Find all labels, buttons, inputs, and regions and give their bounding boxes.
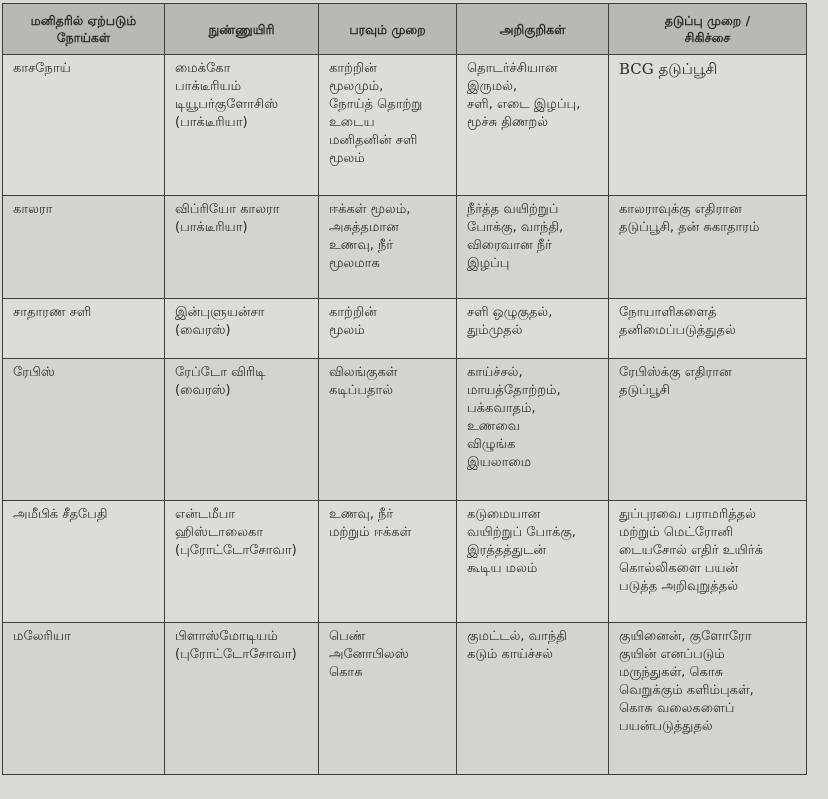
cell-organism: ரேப்டோ விரிடி (வைரஸ்) — [165, 359, 319, 501]
cell-prevention: காலராவுக்கு எதிரான தடுப்பூசி, தன் சுகாதாரம் — [609, 196, 807, 299]
header-transmission: பரவும் முறை — [319, 4, 457, 55]
header-symptoms: அறிகுறிகள் — [457, 4, 609, 55]
cell-symptoms: குமட்டல், வாந்தி கடும் காய்ச்சல் — [457, 623, 609, 775]
cell-symptoms: காய்ச்சல், மாயத்தோற்றம், பக்கவாதம், உணவை விழுங்க இயலாமை — [457, 359, 609, 501]
header-prevention: தடுப்பு முறை / சிகிச்சை — [609, 4, 807, 55]
cell-organism: என்டமீபா ஹிஸ்டாலைகா (புரோட்டோசோவா) — [165, 501, 319, 623]
cell-transmission: உணவு, நீர் மற்றும் ஈக்கள் — [319, 501, 457, 623]
cell-transmission: ஈக்கள் மூலம், அசுத்தமான உணவு, நீர் மூலமாக — [319, 196, 457, 299]
table-row — [3, 299, 807, 359]
cell-symptoms: சளி ஒழுகுதல், தும்முதல் — [457, 299, 609, 359]
cell-organism: விப்ரியோ காலரா (பாக்டீரியா) — [165, 196, 319, 299]
header-row — [3, 4, 807, 55]
cell-transmission: காற்றின் மூலமும், நோய்த் தொற்று உடைய மனிதனின் சளி மூலம் — [319, 55, 457, 196]
cell-prevention: துப்புரவை பராமரித்தல் மற்றும் மெட்ரோனி டையசோல் எதிர் உயிர்க் கொல்லிகளை பயன் படுத்த அறிவுறுத்தல் — [609, 501, 807, 623]
table-row — [3, 196, 807, 299]
table-row — [3, 359, 807, 501]
cell-symptoms: தொடர்ச்சியான இருமல், சளி, எடை இழப்பு, மூச்சு திணறல் — [457, 55, 609, 196]
table-row — [3, 501, 807, 623]
cell-disease: காலரா — [3, 196, 165, 299]
cell-organism: பிளாஸ்மோடியம் (புரோட்டோசோவா) — [165, 623, 319, 775]
cell-disease: மலேரியா — [3, 623, 165, 775]
cell-transmission: விலங்குகள் கடிப்பதால் — [319, 359, 457, 501]
cell-transmission: காற்றின் மூலம் — [319, 299, 457, 359]
cell-prevention: குயினைன், குளோரோ குயின் எனப்படும் மருந்துகள், கொசு வெறுக்கும் களிம்புகள், கொசு வலைகளைப் பயன்படுத்துதல் — [609, 623, 807, 775]
table-row — [3, 55, 807, 196]
cell-disease: காசநோய் — [3, 55, 165, 196]
cell-transmission: பெண் அனோபிலஸ் கொசு — [319, 623, 457, 775]
cell-prevention: ரேபிஸ்க்கு எதிரான தடுப்பூசி — [609, 359, 807, 501]
cell-organism: இன்புளுயன்சா (வைரஸ்) — [165, 299, 319, 359]
cell-disease: சாதாரண சளி — [3, 299, 165, 359]
cell-prevention: நோயாளிகளைத் தனிமைப்படுத்துதல் — [609, 299, 807, 359]
cell-prevention: BCG தடுப்பூசி — [609, 55, 807, 196]
cell-symptoms: கடுமையான வயிற்றுப் போக்கு, இரத்தத்துடன் கூடிய மலம் — [457, 501, 609, 623]
cell-symptoms: நீர்த்த வயிற்றுப் போக்கு, வாந்தி, விரைவான நீர் இழப்பு — [457, 196, 609, 299]
header-disease: மனிதரில் ஏற்படும் நோய்கள் — [3, 4, 165, 55]
cell-disease: ரேபிஸ் — [3, 359, 165, 501]
disease-table — [2, 3, 807, 775]
cell-organism: மைக்கோ பாக்டீரியம் டியூபர்குளோசிஸ் (பாக்டீரியா) — [165, 55, 319, 196]
table-row — [3, 623, 807, 775]
cell-disease: அமீபிக் சீதபேதி — [3, 501, 165, 623]
header-organism: நுண்ணுயிரி — [165, 4, 319, 55]
